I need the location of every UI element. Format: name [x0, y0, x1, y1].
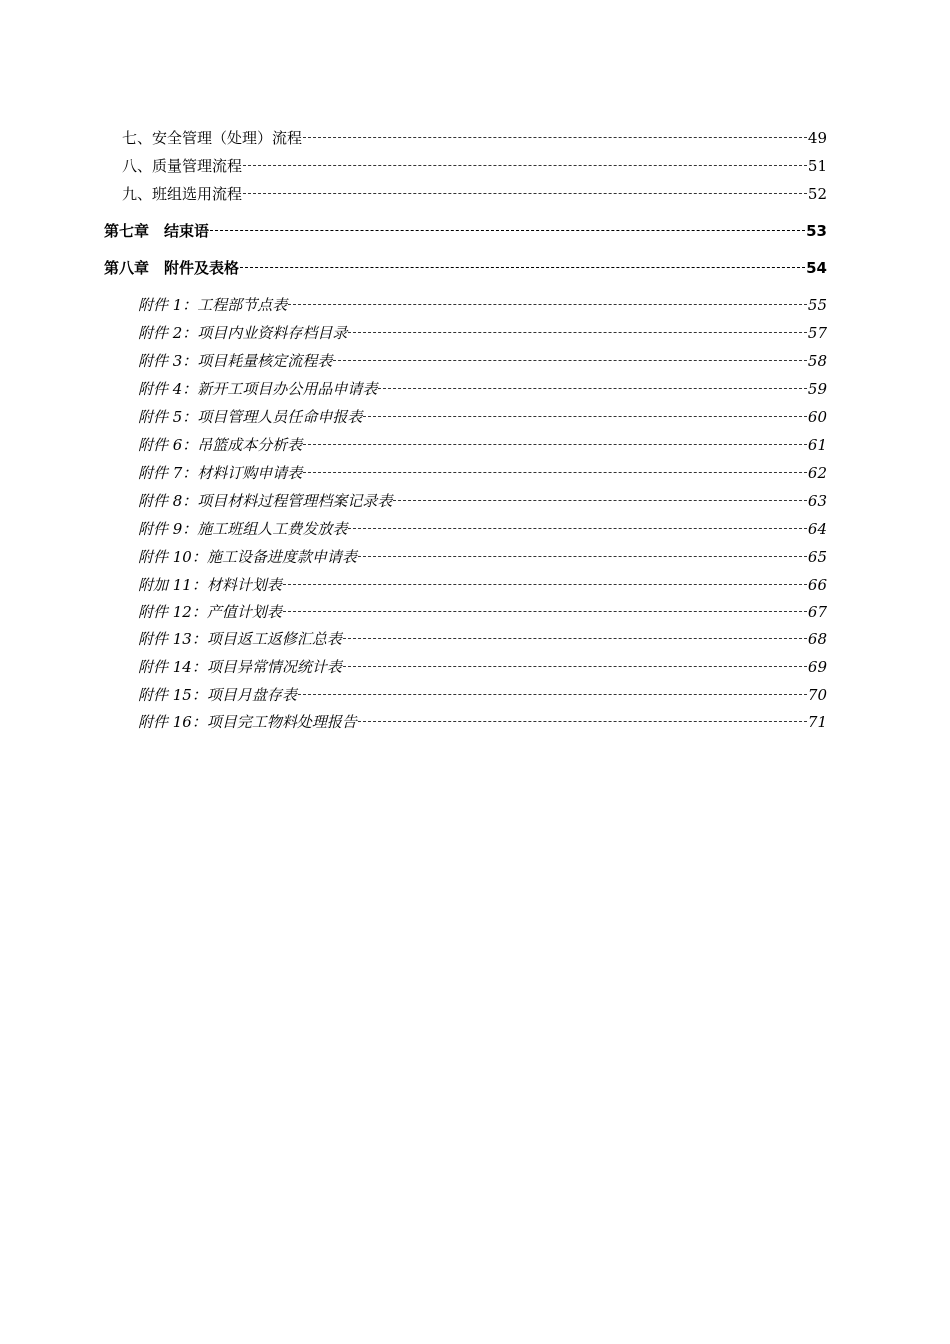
- dot-leader: [363, 416, 807, 417]
- dot-leader: [378, 388, 807, 389]
- dot-leader: [343, 638, 807, 639]
- toc-appendix-page: 57: [807, 324, 827, 342]
- dot-leader: [283, 611, 807, 612]
- toc-appendix-page: 59: [807, 380, 827, 398]
- toc-appendix-title: 附件 12：产值计划表: [138, 603, 282, 621]
- toc-appendix-title: 附件 7：材料订购申请表: [138, 464, 303, 482]
- toc-entry-title: 九、班组选用流程: [122, 185, 243, 203]
- toc-entry-title: 八、质量管理流程: [122, 157, 243, 175]
- toc-appendix-page: 68: [807, 630, 827, 648]
- dot-leader: [348, 332, 807, 333]
- toc-appendix-title: 附件 9：施工班组人工费发放表: [138, 520, 348, 538]
- toc-appendix-entry[interactable]: [138, 462, 827, 484]
- toc-appendix-title: 附件 14：项目异常情况统计表: [138, 658, 342, 676]
- toc-appendix-title: 附件 2：项目内业资料存档目录: [138, 324, 348, 342]
- toc-appendix-title: 附件 1：工程部节点表: [138, 296, 288, 314]
- toc-appendix-title: 附件 6：吊篮成本分析表: [138, 436, 303, 454]
- toc-appendix-entry[interactable]: [138, 294, 827, 316]
- toc-appendix-entry[interactable]: [138, 490, 827, 512]
- toc-appendix-page: 62: [807, 464, 827, 482]
- dot-leader: [303, 444, 807, 445]
- toc-entry-safety-process[interactable]: [122, 127, 827, 149]
- dot-leader: [303, 472, 807, 473]
- toc-appendix-entry[interactable]: [138, 350, 827, 372]
- toc-appendix-title: 附件 5：项目管理人员任命申报表: [138, 408, 363, 426]
- dot-leader: [358, 556, 807, 557]
- toc-appendix-page: 61: [807, 436, 827, 454]
- dot-leader: [243, 193, 807, 194]
- toc-appendix-title: 附件 16：项目完工物料处理报告: [138, 713, 357, 731]
- toc-appendix-entry[interactable]: [138, 711, 827, 733]
- toc-appendix-entry[interactable]: [138, 601, 827, 623]
- toc-entry-quality-process[interactable]: [122, 155, 827, 177]
- toc-chapter-title: 第八章 附件及表格: [104, 259, 240, 277]
- toc-entry-team-selection-process[interactable]: [122, 183, 827, 205]
- toc-appendix-page: 60: [807, 408, 827, 426]
- toc-appendix-page: 70: [807, 686, 827, 704]
- dot-leader: [288, 304, 807, 305]
- dot-leader: [240, 267, 805, 268]
- toc-appendix-entry[interactable]: [138, 378, 827, 400]
- toc-appendix-entry[interactable]: [138, 684, 827, 706]
- toc-appendix-entry[interactable]: [138, 656, 827, 678]
- toc-appendix-page: 67: [807, 603, 827, 621]
- toc-appendix-entry[interactable]: [138, 434, 827, 456]
- toc-appendix-page: 63: [807, 492, 827, 510]
- dot-leader: [393, 500, 807, 501]
- toc-appendix-title: 附件 8：项目材料过程管理档案记录表: [138, 492, 393, 510]
- toc-appendix-entry[interactable]: [138, 518, 827, 540]
- dot-leader: [243, 165, 807, 166]
- toc-appendix-page: 64: [807, 520, 827, 538]
- toc-entry-page: 49: [807, 129, 827, 147]
- dot-leader: [283, 584, 807, 585]
- dot-leader: [333, 360, 807, 361]
- toc-chapter-8[interactable]: [104, 257, 827, 279]
- toc-entry-title: 七、安全管理（处理）流程: [122, 129, 303, 147]
- toc-appendix-page: 58: [807, 352, 827, 370]
- toc-appendix-title: 附件 3：项目耗量核定流程表: [138, 352, 333, 370]
- toc-appendix-page: 55: [807, 296, 827, 314]
- toc-entry-page: 52: [807, 185, 827, 203]
- toc-appendix-page: 66: [807, 576, 827, 594]
- toc-appendix-entry[interactable]: [138, 546, 827, 568]
- toc-appendix-title: 附加 11：材料计划表: [138, 576, 282, 594]
- toc-appendix-title: 附件 10：施工设备进度款申请表: [138, 548, 357, 566]
- toc-entry-page: 51: [807, 157, 827, 175]
- toc-appendix-page: 69: [807, 658, 827, 676]
- dot-leader: [348, 528, 807, 529]
- toc-appendix-title: 附件 4：新开工项目办公用品申请表: [138, 380, 378, 398]
- toc-chapter-page: 54: [806, 259, 827, 277]
- toc-appendix-page: 65: [807, 548, 827, 566]
- dot-leader: [298, 694, 807, 695]
- toc-chapter-title: 第七章 结束语: [104, 222, 210, 240]
- toc-appendix-page: 71: [807, 713, 827, 731]
- toc-chapter-7[interactable]: [104, 220, 827, 242]
- toc-appendix-entry[interactable]: [138, 628, 827, 650]
- toc-appendix-title: 附件 13：项目返工返修汇总表: [138, 630, 342, 648]
- dot-leader: [343, 666, 807, 667]
- dot-leader: [358, 721, 807, 722]
- toc-appendix-entry[interactable]: [138, 406, 827, 428]
- dot-leader: [210, 230, 805, 231]
- dot-leader: [303, 137, 807, 138]
- toc-chapter-page: 53: [806, 222, 827, 240]
- toc-appendix-entry[interactable]: [138, 322, 827, 344]
- toc-appendix-title: 附件 15：项目月盘存表: [138, 686, 297, 704]
- toc-appendix-entry[interactable]: [138, 574, 827, 596]
